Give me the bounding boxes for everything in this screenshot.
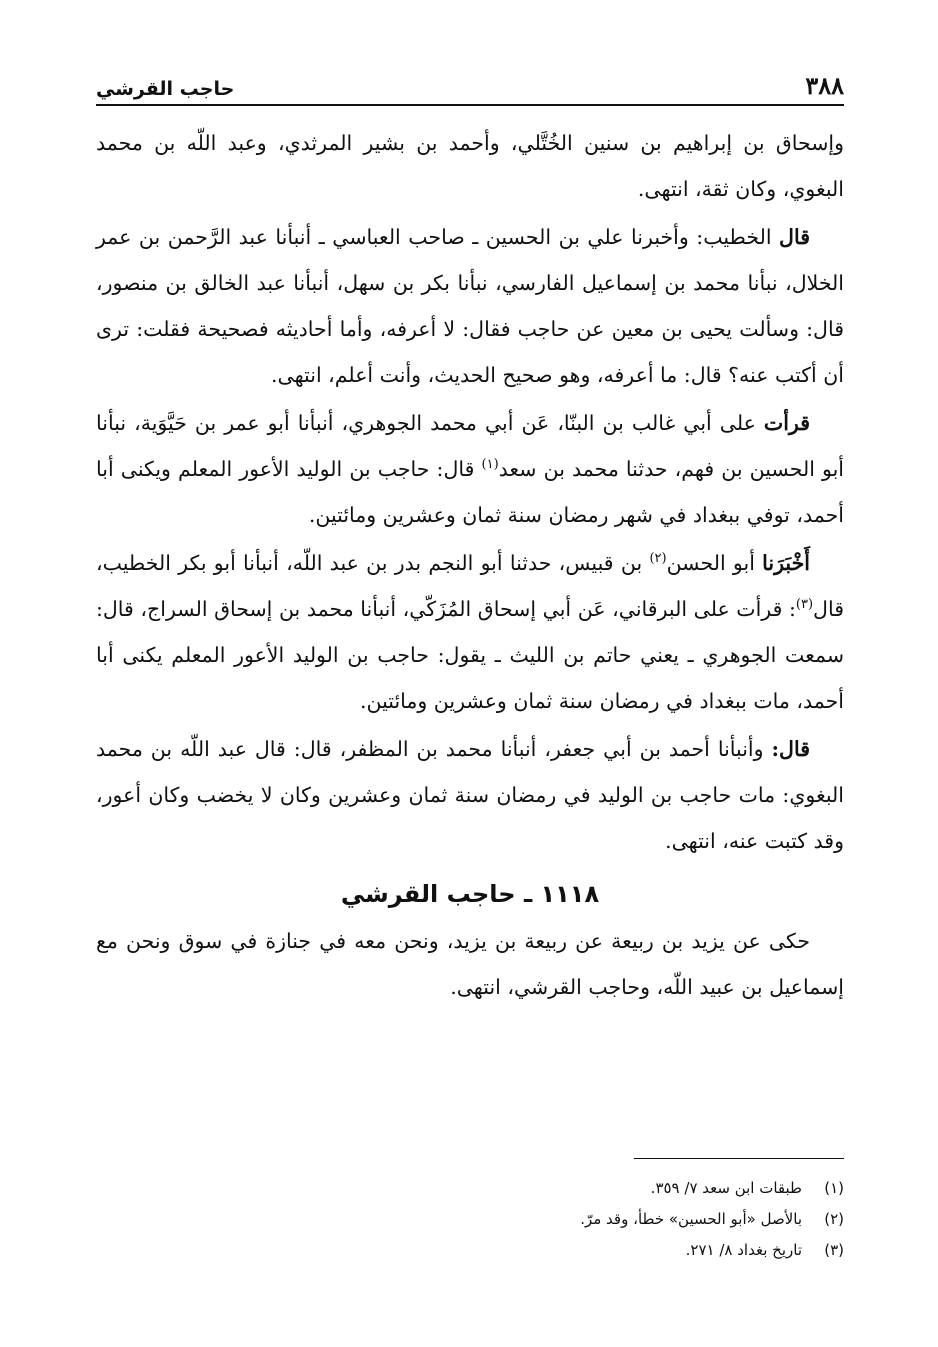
paragraph-text: بن قبيس، حدثنا أبو النجم بدر بن عبد اللّه، أنبأنا أبو بكر الخطيب، قال — [96, 551, 844, 621]
page-header — [96, 62, 844, 106]
footnote — [96, 1173, 844, 1204]
footnote — [96, 1204, 844, 1235]
paragraph-lead: قال: — [771, 737, 810, 761]
footnote-marker: (٣) — [795, 597, 814, 613]
paragraph-lead: أَخْبَرَنا — [762, 551, 810, 575]
paragraph-text: قال: حاجب بن الوليد الأعور المعلم ويكنى أبا أحمد، توفي ببغداد في شهر رمضان سنة ثمان وعشرين ومائتين. — [96, 457, 844, 527]
footnote-number: (١) — [824, 1179, 844, 1197]
page-number: ٣٨٨ — [805, 71, 844, 100]
paragraph-text: الخطيب: وأخبرنا علي بن الحسين ـ صاحب العباسي ـ أنبأنا عبد الرَّحمن بن عمر الخلال، نبأنا محمد بن إسماعيل الفارسي، نبأنا بكر بن سهل، أنبأنا عبد الخالق بن منصور، قال: وسألت يحيى بن معين عن حاجب فقال: لا أعرفه، وأما أحاديثه فصحيحة فقلت: ترى أن أكتب عنه؟ قال: ما أعرفه، وهو صحيح الحديث، وأنت أعلم، انتهى. — [96, 225, 844, 387]
paragraph-text: وإسحاق بن إبراهيم بن سنين الخُتَّلي، وأحمد بن بشير المرثدي، وعبد اللّه بن محمد البغوي، وكان ثقة، انتهى. — [96, 131, 844, 201]
page-body — [96, 120, 844, 1010]
footnote-rule — [634, 1158, 844, 1159]
footnote-number: (٢) — [824, 1210, 844, 1228]
paragraph-text: أبو الحسن — [666, 551, 763, 575]
footnote-text: تاريخ بغداد ٨/ ٢٧١. — [685, 1241, 802, 1259]
paragraph-text: : قرأت على البرقاني، عَن أبي إسحاق المُزَكّي، أنبأنا محمد بن إسحاق السراج، قال: سمعت الجوهري ـ يعني حاتم بن الليث ـ يقول: حاجب بن الوليد الأعور المعلم يكنى أبا أحمد، مات ببغداد في رمضان سنة ثمان وعشرين ومائتين. — [96, 597, 844, 713]
running-title: حاجب القرشي — [96, 78, 235, 100]
paragraph — [96, 120, 844, 212]
paragraph-lead: قال — [779, 225, 810, 249]
footnote-text: طبقات ابن سعد ٧/ ٣٥٩. — [650, 1179, 802, 1197]
entry-heading: ١١١٨ ـ حاجب القرشي — [340, 880, 600, 908]
footnote — [96, 1235, 844, 1266]
paragraph — [96, 726, 844, 864]
paragraph-text: حكى عن يزيد بن ربيعة عن ربيعة بن يزيد، ونحن معه في جنازة في سوق ونحن مع إسماعيل بن عبيد اللّه، وحاجب القرشي، انتهى. — [96, 929, 844, 999]
footnotes — [96, 1158, 844, 1266]
paragraph — [96, 400, 844, 538]
paragraph — [96, 214, 844, 398]
entry-paragraph — [96, 918, 844, 1010]
paragraph-lead: قرأت — [763, 411, 810, 435]
footnote-number: (٣) — [824, 1241, 844, 1259]
paragraph — [96, 540, 844, 724]
footnote-marker: (٢) — [649, 551, 667, 567]
footnote-marker: (١) — [481, 457, 499, 473]
paragraph-text: على أبي غالب بن البنّا، عَن أبي محمد الجوهري، أنبأنا أبو عمر بن حَيَّوَية، نبأنا أبو الحسين بن فهم، حدثنا محمد بن سعد — [96, 411, 844, 481]
paragraph-text: وأنبأنا أحمد بن أبي جعفر، أنبأنا محمد بن المظفر، قال: قال عبد اللّه بن محمد البغوي: مات حاجب بن الوليد في رمضان سنة ثمان وعشرين وكان لا يخضب وكان أعور، وقد كتبت عنه، انتهى. — [96, 737, 844, 853]
footnote-text: بالأصل «أبو الحسين» خطأ، وقد مرّ. — [580, 1210, 802, 1228]
